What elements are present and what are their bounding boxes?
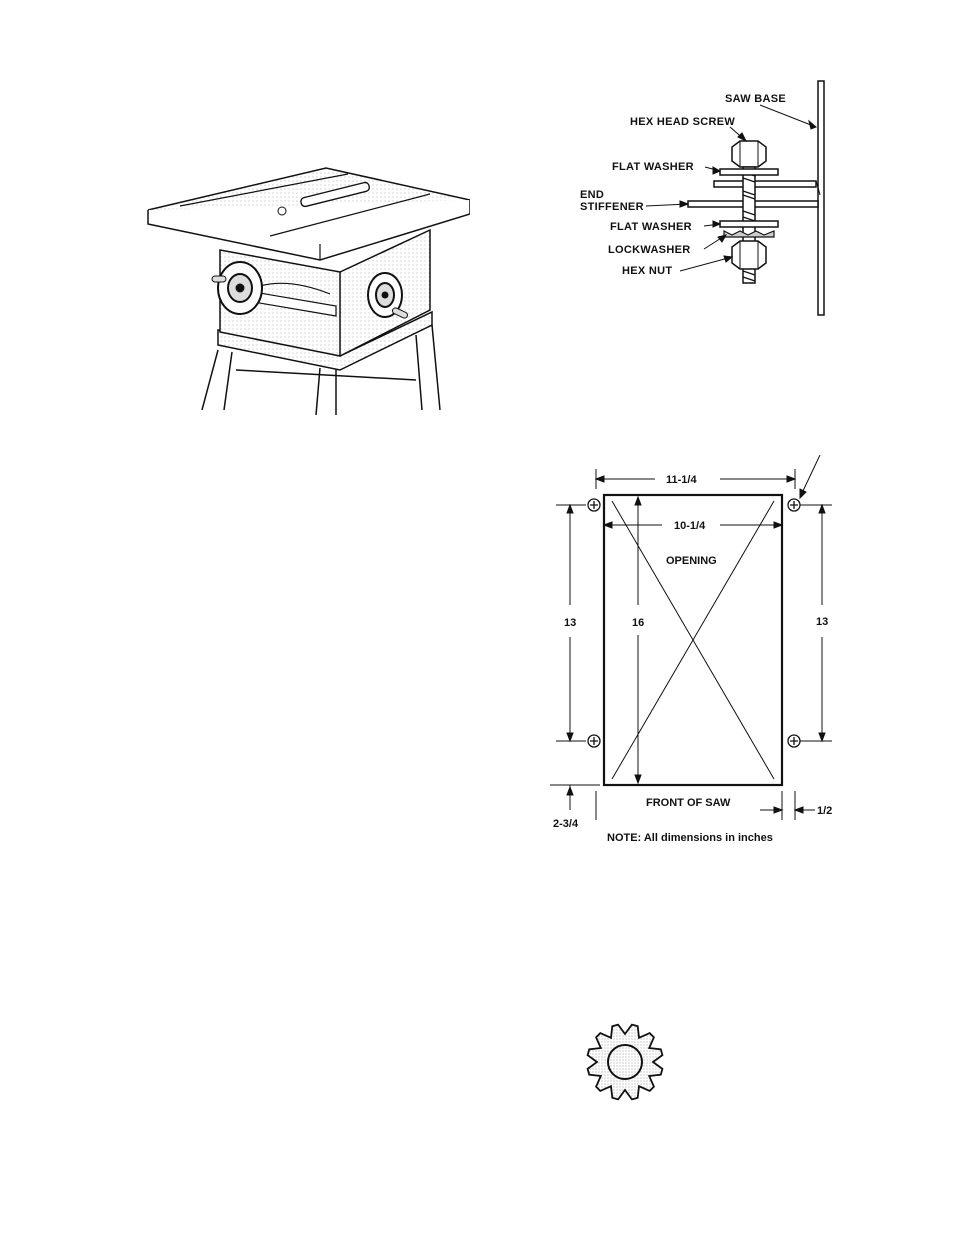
label-saw-base: SAW BASE [725, 93, 787, 105]
dim-front-offset: 2-3/4 [553, 818, 579, 830]
front-of-saw-label: FRONT OF SAW [646, 797, 731, 809]
label-hex-nut: HEX NUT [622, 265, 673, 277]
flat-washer-top-icon [720, 169, 778, 175]
label-flat-washer-bottom: FLAT WASHER [610, 221, 692, 233]
mounting-holes [588, 499, 800, 747]
dim-opening-width: 10-1/4 [674, 520, 706, 532]
dimensions-note: NOTE: All dimensions in inches [607, 832, 773, 844]
label-flat-washer-top: FLAT WASHER [612, 161, 694, 173]
hole-bottom-left-icon [588, 735, 600, 747]
hole-top-right-icon [788, 499, 800, 511]
dim-right-hole-spacing: 13 [816, 616, 829, 628]
dim-side-offset: 1/2 [817, 805, 833, 817]
dim-left-hole-spacing: 13 [564, 617, 577, 629]
label-hex-head-screw: HEX HEAD SCREW [630, 116, 736, 128]
dim-overall-width: 11-1/4 [666, 474, 697, 486]
lockwasher-gear-icon [580, 1020, 670, 1105]
dim-opening-depth: 16 [632, 617, 645, 629]
mounting-hardware-diagram [580, 75, 840, 320]
table-saw-figure [140, 160, 470, 420]
table-saw-illustration [140, 160, 470, 420]
label-end-stiffener-2: STIFFENER [580, 201, 644, 213]
hex-head-screw-icon [732, 141, 766, 167]
hole-template-diagram [550, 455, 840, 850]
label-end-stiffener-1: END [580, 189, 605, 201]
opening-label: OPENING [666, 555, 717, 567]
lockwasher-figure [580, 1020, 670, 1105]
hex-nut-icon [732, 241, 766, 269]
label-lockwasher: LOCKWASHER [608, 244, 691, 256]
hole-top-left-icon [588, 499, 600, 511]
saw-base-angle [818, 81, 824, 315]
flat-washer-bottom-icon [720, 221, 778, 227]
hole-bottom-right-icon [788, 735, 800, 747]
